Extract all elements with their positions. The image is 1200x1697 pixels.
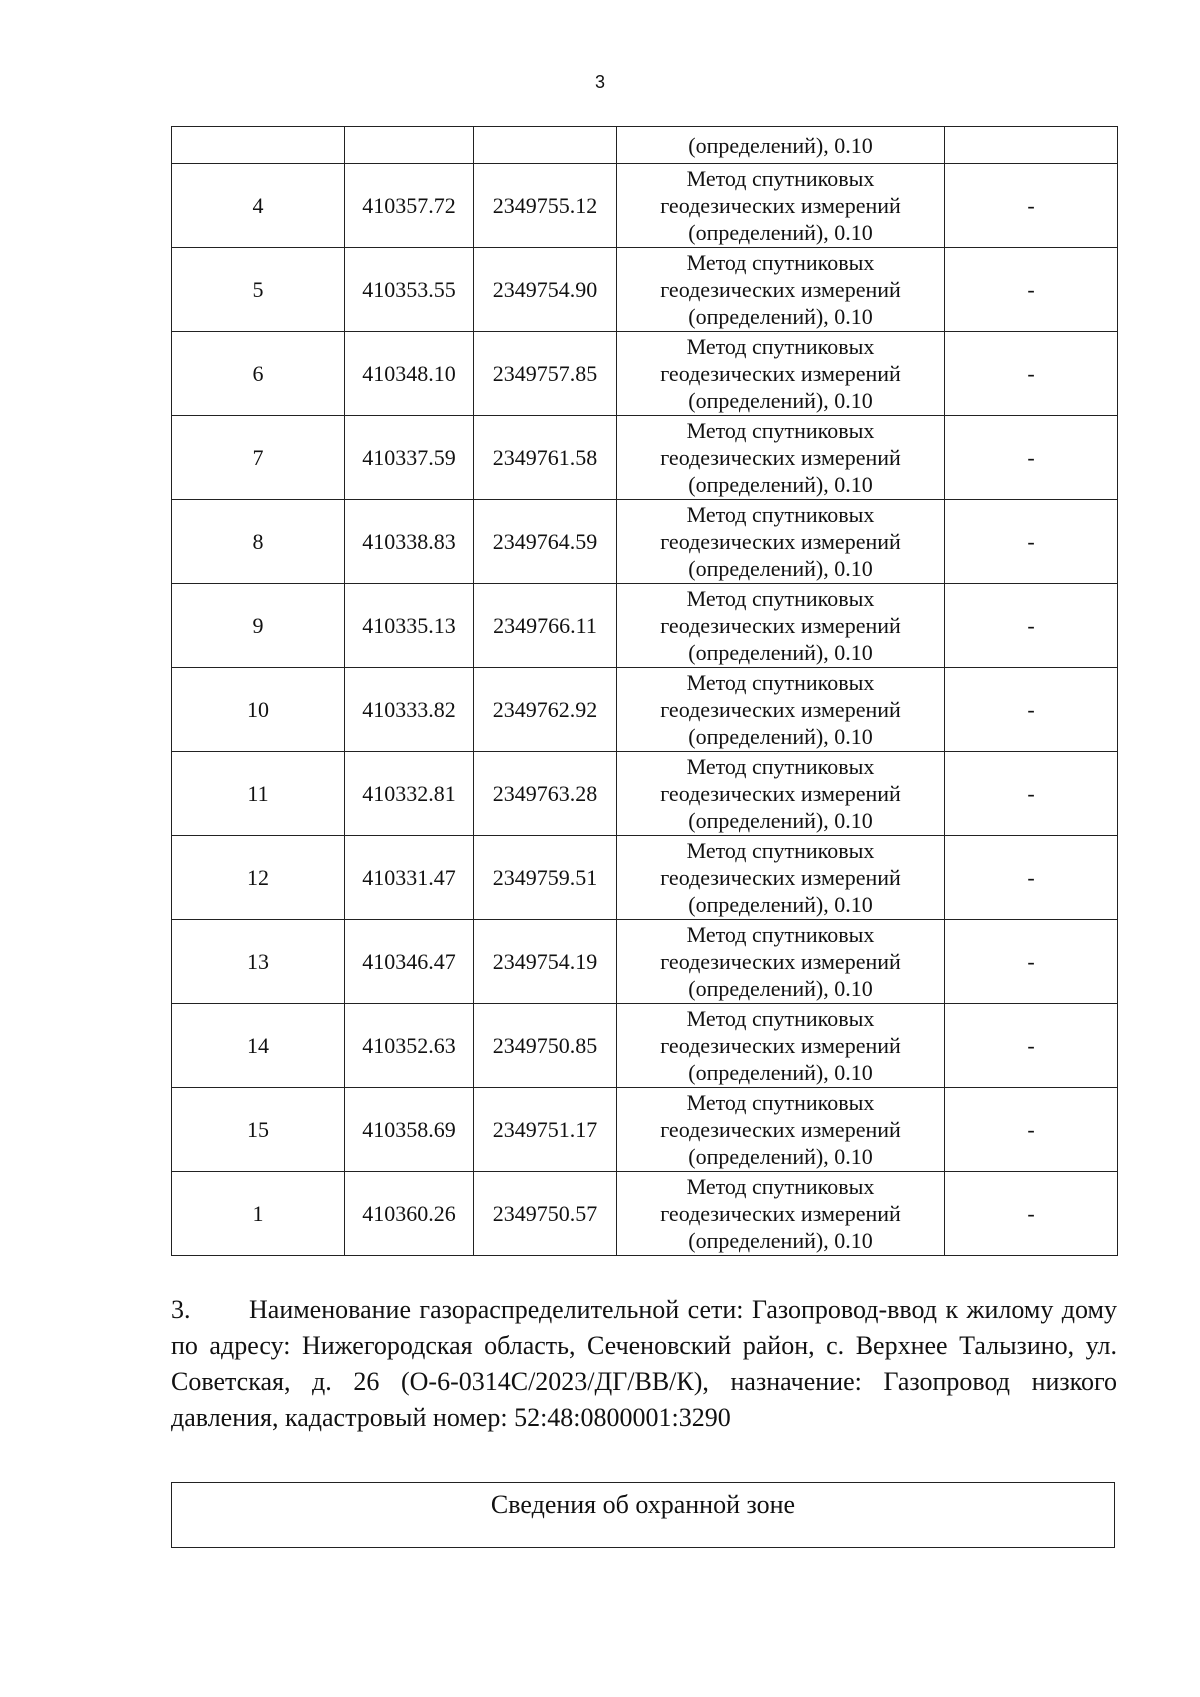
y-cell: 2349762.92 bbox=[474, 668, 617, 752]
point-cell: 6 bbox=[172, 332, 345, 416]
method-line: (определений), 0.10 bbox=[688, 472, 873, 497]
method-line: Метод спутниковых bbox=[686, 754, 875, 779]
table-row bbox=[172, 1172, 1118, 1256]
y-cell bbox=[474, 127, 617, 164]
section-text: Наименование газораспределительной сети: Газопровод-ввод к жилому дому по адресу: Нижегородская область, Сеченовский район, с. Верхнее Талызино, ул. Советская, д. 26 (О-6-0314С/2023/ДГ/ВВ/К), назначение: Газопровод низкого давления, кадастровый номер: 52:48:0800001:3290 bbox=[171, 1295, 1117, 1432]
method-line: геодезических измерений bbox=[660, 277, 901, 302]
note-cell: - bbox=[945, 248, 1118, 332]
method-cell bbox=[617, 1172, 945, 1256]
y-cell: 2349766.11 bbox=[474, 584, 617, 668]
section-number: 3. bbox=[171, 1295, 191, 1324]
method-line: (определений), 0.10 bbox=[688, 1144, 873, 1169]
table-row bbox=[172, 584, 1118, 668]
method-line: (определений), 0.10 bbox=[688, 640, 873, 665]
method-line: Метод спутниковых bbox=[686, 1006, 875, 1031]
point-cell: 14 bbox=[172, 1004, 345, 1088]
table-row bbox=[172, 332, 1118, 416]
table-row bbox=[172, 416, 1118, 500]
y-cell: 2349763.28 bbox=[474, 752, 617, 836]
point-cell: 15 bbox=[172, 1088, 345, 1172]
method-line: геодезических измерений bbox=[660, 1033, 901, 1058]
note-cell: - bbox=[945, 332, 1118, 416]
point-cell bbox=[172, 127, 345, 164]
method-line: (определений), 0.10 bbox=[688, 388, 873, 413]
x-cell: 410360.26 bbox=[345, 1172, 474, 1256]
y-cell: 2349764.59 bbox=[474, 500, 617, 584]
method-cell: (определений), 0.10 bbox=[617, 127, 945, 164]
method-line: геодезических измерений bbox=[660, 697, 901, 722]
method-line: Метод спутниковых bbox=[686, 670, 875, 695]
method-line: геодезических измерений bbox=[660, 1117, 901, 1142]
method-cell bbox=[617, 584, 945, 668]
x-cell: 410358.69 bbox=[345, 1088, 474, 1172]
point-cell: 8 bbox=[172, 500, 345, 584]
method-line: (определений), 0.10 bbox=[688, 976, 873, 1001]
note-cell: - bbox=[945, 500, 1118, 584]
method-line: (определений), 0.10 bbox=[688, 556, 873, 581]
method-cell bbox=[617, 836, 945, 920]
y-cell: 2349754.90 bbox=[474, 248, 617, 332]
method-cell bbox=[617, 500, 945, 584]
coordinates-table bbox=[171, 126, 1118, 1256]
method-line: (определений), 0.10 bbox=[688, 304, 873, 329]
section-paragraph bbox=[171, 1292, 1117, 1436]
x-cell: 410346.47 bbox=[345, 920, 474, 1004]
note-cell: - bbox=[945, 920, 1118, 1004]
table-row bbox=[172, 164, 1118, 248]
method-line: геодезических измерений bbox=[660, 865, 901, 890]
point-cell: 10 bbox=[172, 668, 345, 752]
x-cell: 410332.81 bbox=[345, 752, 474, 836]
x-cell bbox=[345, 127, 474, 164]
method-cell bbox=[617, 332, 945, 416]
protection-zone-table bbox=[171, 1482, 1115, 1548]
method-line: Метод спутниковых bbox=[686, 586, 875, 611]
y-cell: 2349751.17 bbox=[474, 1088, 617, 1172]
method-line: Метод спутниковых bbox=[686, 334, 875, 359]
note-cell: - bbox=[945, 164, 1118, 248]
method-cell bbox=[617, 752, 945, 836]
table-row bbox=[172, 1088, 1118, 1172]
table-row bbox=[172, 1004, 1118, 1088]
method-line: Метод спутниковых bbox=[686, 502, 875, 527]
point-cell: 7 bbox=[172, 416, 345, 500]
method-line: (определений), 0.10 bbox=[688, 808, 873, 833]
method-line: (определений), 0.10 bbox=[688, 220, 873, 245]
point-cell: 12 bbox=[172, 836, 345, 920]
note-cell: - bbox=[945, 1004, 1118, 1088]
note-cell: - bbox=[945, 752, 1118, 836]
method-cell bbox=[617, 416, 945, 500]
method-line: Метод спутниковых bbox=[686, 1174, 875, 1199]
table-row-continued bbox=[172, 127, 1118, 164]
method-line: геодезических измерений bbox=[660, 193, 901, 218]
x-cell: 410352.63 bbox=[345, 1004, 474, 1088]
method-line: геодезических измерений bbox=[660, 529, 901, 554]
point-cell: 4 bbox=[172, 164, 345, 248]
note-cell: - bbox=[945, 1088, 1118, 1172]
method-cell bbox=[617, 1088, 945, 1172]
method-line: геодезических измерений bbox=[660, 1201, 901, 1226]
method-line: Метод спутниковых bbox=[686, 166, 875, 191]
method-line: (определений), 0.10 bbox=[688, 892, 873, 917]
x-cell: 410331.47 bbox=[345, 836, 474, 920]
method-line: геодезических измерений bbox=[660, 361, 901, 386]
x-cell: 410337.59 bbox=[345, 416, 474, 500]
table-row bbox=[172, 836, 1118, 920]
table-row bbox=[172, 752, 1118, 836]
method-cell bbox=[617, 1004, 945, 1088]
method-cell bbox=[617, 668, 945, 752]
y-cell: 2349755.12 bbox=[474, 164, 617, 248]
y-cell: 2349757.85 bbox=[474, 332, 617, 416]
method-line: геодезических измерений bbox=[660, 949, 901, 974]
method-cell bbox=[617, 248, 945, 332]
method-line: Метод спутниковых bbox=[686, 922, 875, 947]
page-number: 3 bbox=[594, 72, 605, 92]
note-cell: - bbox=[945, 416, 1118, 500]
x-cell: 410348.10 bbox=[345, 332, 474, 416]
y-cell: 2349761.58 bbox=[474, 416, 617, 500]
x-cell: 410333.82 bbox=[345, 668, 474, 752]
table-row bbox=[172, 500, 1118, 584]
point-cell: 13 bbox=[172, 920, 345, 1004]
x-cell: 410357.72 bbox=[345, 164, 474, 248]
method-line: геодезических измерений bbox=[660, 613, 901, 638]
method-line: геодезических измерений bbox=[660, 445, 901, 470]
method-line: Метод спутниковых bbox=[686, 418, 875, 443]
x-cell: 410335.13 bbox=[345, 584, 474, 668]
method-cell bbox=[617, 164, 945, 248]
point-cell: 5 bbox=[172, 248, 345, 332]
note-cell: - bbox=[945, 584, 1118, 668]
y-cell: 2349750.85 bbox=[474, 1004, 617, 1088]
table-row bbox=[172, 668, 1118, 752]
method-line: Метод спутниковых bbox=[686, 250, 875, 275]
point-cell: 1 bbox=[172, 1172, 345, 1256]
y-cell: 2349750.57 bbox=[474, 1172, 617, 1256]
point-cell: 11 bbox=[172, 752, 345, 836]
y-cell: 2349754.19 bbox=[474, 920, 617, 1004]
method-line: Метод спутниковых bbox=[686, 1090, 875, 1115]
note-cell bbox=[945, 127, 1118, 164]
method-cell bbox=[617, 920, 945, 1004]
table-row bbox=[172, 248, 1118, 332]
y-cell: 2349759.51 bbox=[474, 836, 617, 920]
note-cell: - bbox=[945, 1172, 1118, 1256]
note-cell: - bbox=[945, 668, 1118, 752]
method-line: (определений), 0.10 bbox=[688, 724, 873, 749]
protection-zone-header: Сведения об охранной зоне bbox=[490, 1490, 796, 1519]
method-line: геодезических измерений bbox=[660, 781, 901, 806]
method-line: (определений), 0.10 bbox=[688, 1228, 873, 1253]
point-cell: 9 bbox=[172, 584, 345, 668]
x-cell: 410338.83 bbox=[345, 500, 474, 584]
method-line: Метод спутниковых bbox=[686, 838, 875, 863]
x-cell: 410353.55 bbox=[345, 248, 474, 332]
method-line: (определений), 0.10 bbox=[688, 1060, 873, 1085]
table-row bbox=[172, 920, 1118, 1004]
note-cell: - bbox=[945, 836, 1118, 920]
